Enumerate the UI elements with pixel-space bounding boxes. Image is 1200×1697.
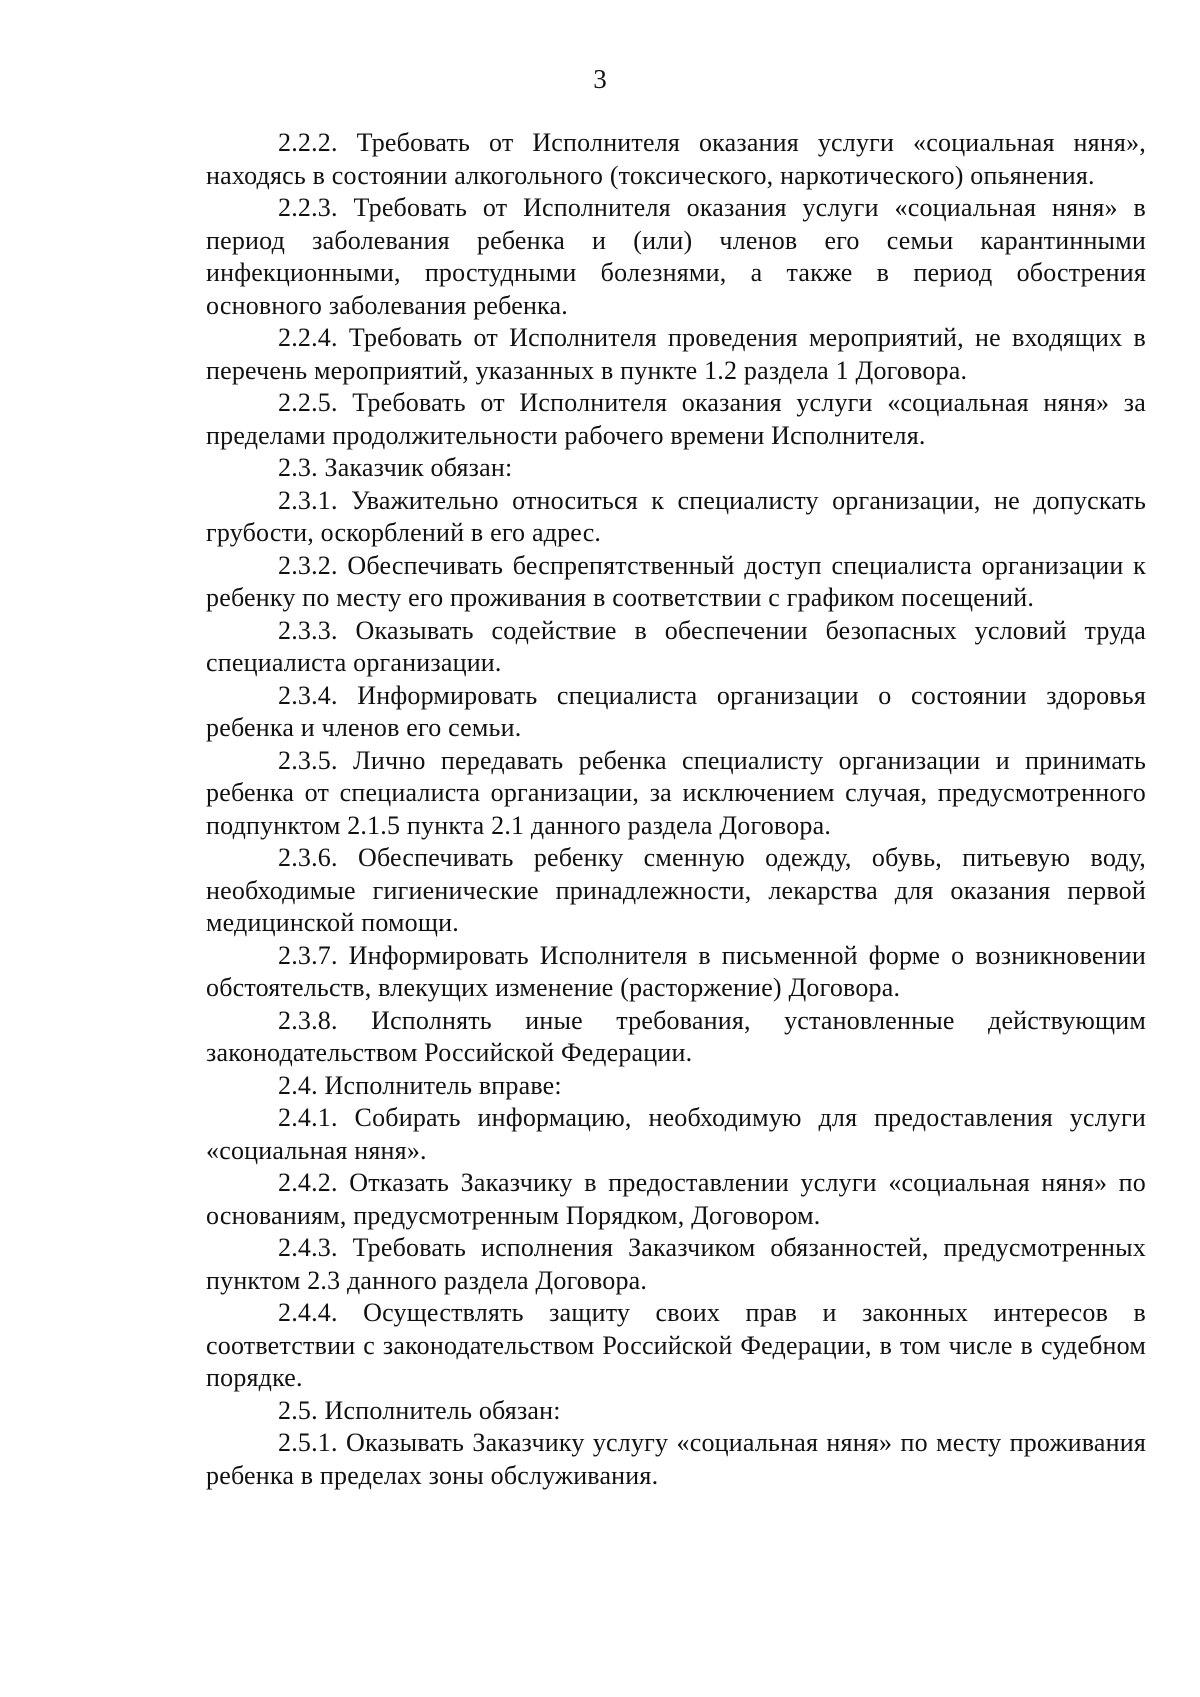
- paragraph-2-4-3: 2.4.3. Требовать исполнения Заказчиком обязанностей, предусмотренных пунктом 2.3 данного раздела Договора.: [206, 1233, 1146, 1295]
- paragraph-2-2-4: 2.2.4. Требовать от Исполнителя проведения мероприятий, не входящих в перечень мероприятий, указанных в пункте 1.2 раздела 1 Договора.: [206, 323, 1146, 385]
- paragraph-2-3-4: 2.3.4. Информировать специалиста организации о состоянии здоровья ребенка и членов его семьи.: [206, 680, 1146, 742]
- section-heading-2-3: 2.3. Заказчик обязан:: [278, 453, 513, 482]
- paragraph-2-4-2: 2.4.2. Отказать Заказчику в предоставлении услуги «социальная няня» по основаниям, предусмотренным Порядком, Договором.: [206, 1168, 1146, 1230]
- paragraph-2-3-2: 2.3.2. Обеспечивать беспрепятственный доступ специалиста организации к ребенку по месту его проживания в соответствии с графиком посещений.: [206, 550, 1146, 612]
- paragraph-2-3-7: 2.3.7. Информировать Исполнителя в письменной форме о возникновении обстоятельств, влекущих изменение (расторжение) Договора.: [206, 940, 1146, 1002]
- section-heading-2-4: 2.4. Исполнитель вправе:: [278, 1070, 562, 1100]
- paragraph-2-3-3: 2.3.3. Оказывать содействие в обеспечении безопасных условий труда специалиста организации.: [206, 615, 1146, 677]
- section-heading-2-5: 2.5. Исполнитель обязан:: [278, 1395, 561, 1425]
- paragraph-2-4-1: 2.4.1. Собирать информацию, необходимую для предоставления услуги «социальная няня».: [206, 1103, 1146, 1165]
- paragraph-2-3-1: 2.3.1. Уважительно относиться к специалисту организации, не допускать грубости, оскорблений в его адрес.: [206, 485, 1146, 547]
- paragraph-2-2-2: 2.2.2. Требовать от Исполнителя оказания услуги «социальная няня», находясь в состоянии алкогольного (токсического, наркотического) опьянения.: [206, 128, 1146, 190]
- paragraph-2-2-3: 2.2.3. Требовать от Исполнителя оказания услуги «социальная няня» в период заболевания ребенка и (или) членов его семьи карантинными инфекционными, простудными болезнями, а также в период обострения основного заболевания ребенка.: [206, 193, 1146, 320]
- page-number: 3: [593, 64, 607, 94]
- paragraph-2-4-4: 2.4.4. Осуществлять защиту своих прав и законных интересов в соответствии с законодательством Российской Федерации, в том числе в судебном порядке.: [206, 1298, 1146, 1392]
- paragraph-2-5-1: 2.5.1. Оказывать Заказчику услугу «социальная няня» по месту проживания ребенка в пределах зоны обслуживания.: [206, 1428, 1146, 1490]
- paragraph-2-3-6: 2.3.6. Обеспечивать ребенку сменную одежду, обувь, питьевую воду, необходимые гигиенические принадлежности, лекарства для оказания первой медицинской помощи.: [206, 843, 1146, 937]
- document-body: [206, 127, 1146, 1492]
- paragraph-2-3-8: 2.3.8. Исполнять иные требования, установленные действующим законодательством Российской Федерации.: [206, 1005, 1146, 1067]
- paragraph-2-3-5: 2.3.5. Лично передавать ребенка специалисту организации и принимать ребенка от специалиста организации, за исключением случая, предусмотренного подпунктом 2.1.5 пункта 2.1 данного раздела Договора.: [206, 745, 1146, 840]
- paragraph-2-2-5: 2.2.5. Требовать от Исполнителя оказания услуги «социальная няня» за пределами продолжительности рабочего времени Исполнителя.: [206, 388, 1146, 450]
